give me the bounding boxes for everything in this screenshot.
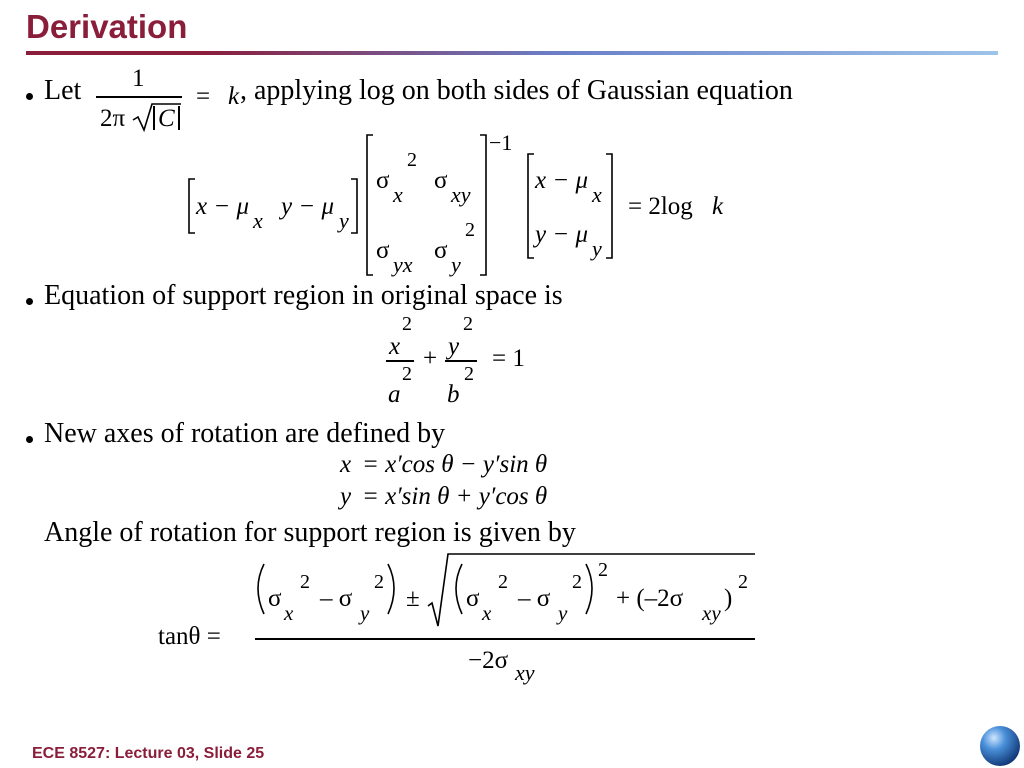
eq1-num: 1 xyxy=(132,65,145,92)
bullet-dot-1 xyxy=(26,93,33,100)
title-rule xyxy=(26,51,998,55)
eq3-a: a xyxy=(388,381,401,408)
eq1-det-c: C xyxy=(158,105,175,132)
svg-text:σ: σ xyxy=(268,585,282,612)
bullet-2-text: Equation of support region in original space is xyxy=(44,280,563,311)
eq2-m11-sub: x xyxy=(393,182,403,207)
eq1-k: k xyxy=(228,83,240,110)
bullet-3-subtext: Angle of rotation for support region is given by xyxy=(44,517,576,548)
svg-text:x: x xyxy=(482,601,492,625)
eq2-k: k xyxy=(712,193,724,220)
eq2-inverse: −1 xyxy=(489,130,513,155)
eq2-col-a: x − μ xyxy=(535,167,589,194)
bullet-dot-3 xyxy=(26,436,33,443)
eq2-matrix-bracket-left xyxy=(366,134,374,276)
eq3-plus: + xyxy=(423,345,438,372)
eq5-numerator xyxy=(250,548,760,638)
svg-text:2: 2 xyxy=(300,571,310,593)
eq2-m11-sigma: σ xyxy=(376,167,390,194)
svg-text:σ: σ xyxy=(466,585,480,612)
eq3-rhs: = 1 xyxy=(492,345,525,372)
eq3-b: b xyxy=(447,381,460,408)
svg-text:y: y xyxy=(558,601,568,625)
bullet-1-let: Let xyxy=(44,75,82,106)
svg-text:2: 2 xyxy=(374,571,384,593)
eq2-m21-sigma: σ xyxy=(376,237,390,264)
svg-text:±: ± xyxy=(406,585,420,612)
eq2-row-bracket-left xyxy=(188,178,196,234)
bullet-dot-2 xyxy=(26,298,33,305)
eq5-lhs: tanθ = xyxy=(158,623,221,650)
eq2-rhs: = 2log xyxy=(628,193,693,220)
eq2-row-bracket-right xyxy=(350,178,358,234)
eq5-den-sub: xy xyxy=(515,660,535,685)
eq2-m12-sub: xy xyxy=(451,182,471,207)
globe-logo-icon xyxy=(980,726,1020,766)
eq4-line1-rhs: = x′cos θ − y′sin θ xyxy=(362,451,548,478)
svg-text:): ) xyxy=(724,585,733,612)
eq3-b-sup: 2 xyxy=(464,363,474,385)
eq2-m22-sigma: σ xyxy=(434,237,448,264)
eq3-y: y xyxy=(448,333,460,360)
eq2-row-a-sub: x xyxy=(253,208,263,233)
eq3-x: x xyxy=(389,333,401,360)
eq2-col-a-sub: x xyxy=(592,182,602,207)
eq3-bar-2 xyxy=(445,360,477,362)
svg-text:– σ: – σ xyxy=(518,585,551,612)
svg-text:x: x xyxy=(284,601,294,625)
eq2-m22-sub: y xyxy=(451,252,461,277)
eq5-den: −2σ xyxy=(468,647,509,674)
eq2-row-b-sub: y xyxy=(339,208,349,233)
svg-text:2: 2 xyxy=(572,571,582,593)
bullet-3-text: New axes of rotation are defined by xyxy=(44,418,446,449)
eq1-det-right xyxy=(178,106,180,130)
eq2-col-b-sub: y xyxy=(592,236,602,261)
eq4-line2-lhs: y xyxy=(340,483,352,510)
eq2-m12-sigma: σ xyxy=(434,167,448,194)
eq2-m22-sup: 2 xyxy=(465,219,475,241)
eq3-a-sup: 2 xyxy=(402,363,412,385)
eq3-y-sup: 2 xyxy=(463,313,473,335)
eq3-bar-1 xyxy=(386,360,414,362)
eq5-fraction-bar xyxy=(255,638,755,640)
eq2-row-a: x − μ xyxy=(196,193,250,220)
slide-title: Derivation xyxy=(26,8,188,45)
eq2-m11-sup: 2 xyxy=(407,149,417,171)
svg-text:– σ: – σ xyxy=(320,585,353,612)
bullet-1-text: , applying log on both sides of Gaussian equation xyxy=(240,75,793,106)
svg-text:xy: xy xyxy=(702,601,721,625)
eq4-line1-lhs: x xyxy=(340,451,352,478)
eq2-col-bracket-right xyxy=(605,153,613,259)
svg-text:+ (–2σ: + (–2σ xyxy=(616,585,684,612)
svg-text:2: 2 xyxy=(598,559,608,581)
eq1-equals: = xyxy=(196,83,211,110)
eq1-bar xyxy=(96,96,182,98)
eq2-matrix-bracket-right xyxy=(479,134,487,276)
eq2-m21-sub: yx xyxy=(393,252,413,277)
svg-text:2: 2 xyxy=(738,571,748,593)
svg-text:y: y xyxy=(360,601,370,625)
eq4-line2-rhs: = x′sin θ + y′cos θ xyxy=(362,483,548,510)
eq2-row-b: y − μ xyxy=(281,193,335,220)
slide-footer: ECE 8527: Lecture 03, Slide 25 xyxy=(32,745,265,762)
eq1-det-left xyxy=(153,106,155,130)
eq2-col-b: y − μ xyxy=(535,221,589,248)
eq3-x-sup: 2 xyxy=(402,313,412,335)
eq2-col-bracket-left xyxy=(527,153,535,259)
eq1-den-prefix: 2π xyxy=(100,105,126,132)
svg-text:2: 2 xyxy=(498,571,508,593)
